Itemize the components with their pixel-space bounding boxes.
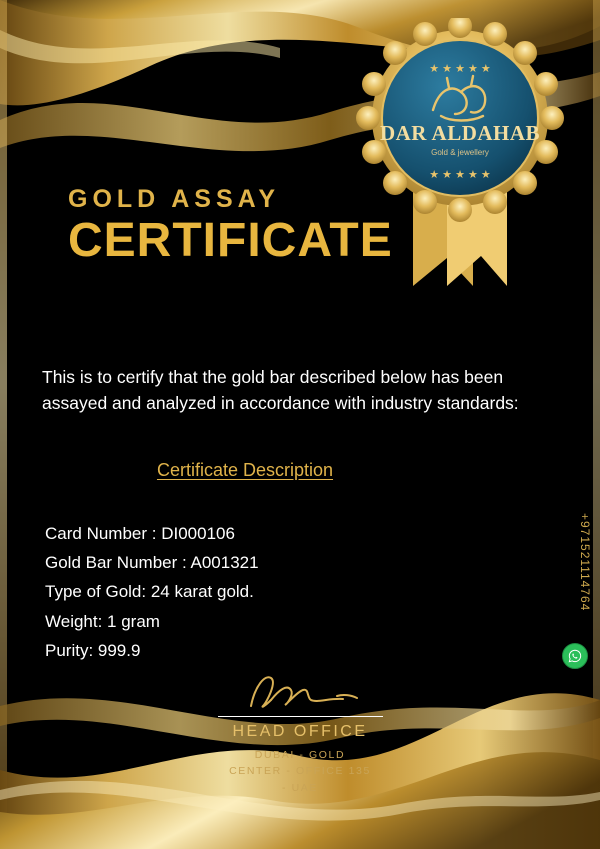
signature-rule — [218, 716, 383, 717]
title-line-large: CERTIFICATE — [68, 213, 393, 267]
office-address-line-1: DUBAI - GOLD — [254, 749, 346, 761]
office-address-line-2: CENTER - OFFICE 135 — [229, 765, 371, 778]
detail-weight: Weight: 1 gram — [45, 611, 160, 631]
detail-gold-bar-number: Gold Bar Number : A001321 — [45, 553, 259, 573]
seal-tagline: Gold & jewellery — [431, 148, 489, 157]
seal-stars-top: ★ ★ ★ ★ ★ — [429, 63, 491, 75]
certificate-details — [45, 519, 495, 665]
side-phone-number: +971521114764 — [578, 513, 592, 612]
section-heading: Certificate Description — [156, 460, 334, 480]
signature-icon — [225, 672, 375, 714]
office-address — [215, 747, 385, 796]
office-address-line-3: - UAE — [281, 781, 318, 794]
whatsapp-glyph — [568, 649, 582, 663]
detail-type-of-gold: Type of Gold: 24 karat gold. — [45, 582, 254, 602]
page-title — [68, 186, 398, 266]
title-line-small: GOLD ASSAY — [68, 185, 281, 213]
head-office-label: HEAD OFFICE — [232, 723, 368, 740]
seal-brand-name: DAR ALDAHAB — [379, 121, 541, 145]
detail-card-number: Card Number : DI000106 — [45, 524, 235, 543]
whatsapp-icon[interactable] — [562, 643, 588, 669]
detail-purity: Purity: 999.9 — [45, 640, 141, 660]
seal-stars-bottom: ★ ★ ★ ★ ★ — [429, 169, 491, 181]
intro-paragraph: This is to certify that the gold bar described below has been assayed and analyzed in accordance with industry standards: — [42, 367, 519, 414]
signature-block — [215, 672, 385, 796]
